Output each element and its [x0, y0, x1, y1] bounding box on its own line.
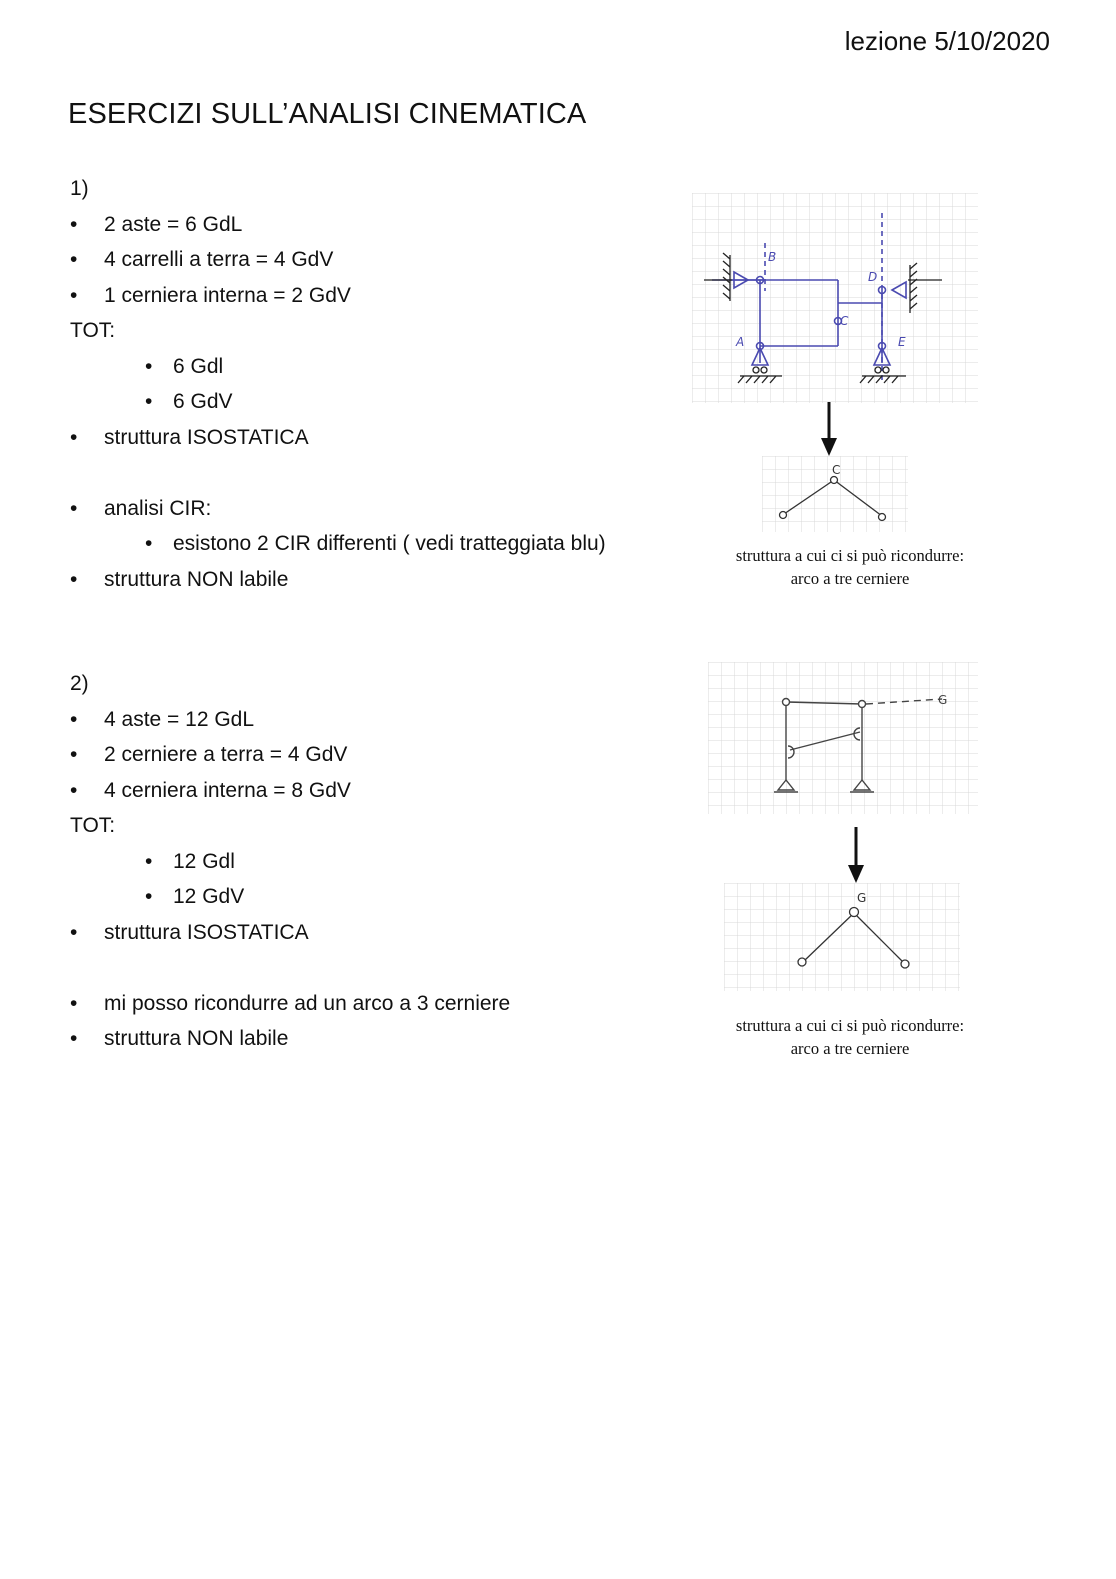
list-item: • 2 cerniere a terra = 4 GdV — [70, 737, 510, 773]
hinge-label-c: C — [832, 463, 841, 477]
node-label-d: D — [868, 270, 878, 284]
remark-text: • mi posso ricondurre ad un arco a 3 cerniere — [70, 986, 510, 1022]
page-title: ESERCIZI SULL’ANALISI CINEMATICA — [68, 98, 587, 130]
tot-label: TOT: — [70, 814, 116, 837]
list-item: • 12 Gdl — [70, 844, 510, 880]
lesson-date: lezione 5/10/2020 — [844, 26, 1050, 56]
node-label-e: E — [898, 335, 906, 349]
node-label-a: A — [736, 335, 745, 349]
three-hinged-arch-sketch-1 — [762, 456, 908, 532]
structure-sketch-1 — [692, 193, 978, 403]
three-hinged-arch-sketch-2 — [724, 883, 960, 991]
exercise-1 — [70, 171, 606, 597]
result-text: • struttura ISOSTATICA — [70, 420, 606, 456]
list-item: • 4 cerniera interna = 8 GdV — [70, 773, 510, 809]
list-item: • 1 cerniera interna = 2 GdV — [70, 278, 606, 314]
exercise-2 — [70, 666, 510, 1057]
conclusion-text: • struttura NON labile — [70, 1021, 510, 1057]
list-item: • 12 GdV — [70, 879, 510, 915]
caption-1: struttura a cui ci si può ricondurre: arco a tre cerniere — [735, 546, 965, 588]
node-label-c: C — [840, 314, 849, 328]
analysis-detail: • esistono 2 CIR differenti ( vedi tratteggiata blu) — [70, 526, 606, 562]
exercise-1-number: 1) — [70, 177, 89, 200]
list-item: • 6 GdV — [70, 384, 606, 420]
arrow-down-icon — [845, 825, 867, 885]
list-item: • 2 aste = 6 GdL — [70, 207, 606, 243]
structure-sketch-2 — [708, 662, 978, 814]
analysis-label: • analisi CIR: — [70, 491, 606, 527]
node-label-b: B — [768, 250, 777, 264]
hinge-label-g-top: G — [938, 693, 948, 707]
conclusion-text: • struttura NON labile — [70, 562, 606, 598]
list-item: • 4 carrelli a terra = 4 GdV — [70, 242, 606, 278]
list-item: • 4 aste = 12 GdL — [70, 702, 510, 738]
arrow-down-icon — [818, 400, 840, 458]
tot-label: TOT: — [70, 319, 116, 342]
caption-2: struttura a cui ci si può ricondurre: arco a tre cerniere — [735, 1016, 965, 1058]
result-text: • struttura ISOSTATICA — [70, 915, 510, 951]
list-item: • 6 Gdl — [70, 349, 606, 385]
hinge-label-g: G — [857, 891, 867, 905]
exercise-2-number: 2) — [70, 672, 89, 695]
